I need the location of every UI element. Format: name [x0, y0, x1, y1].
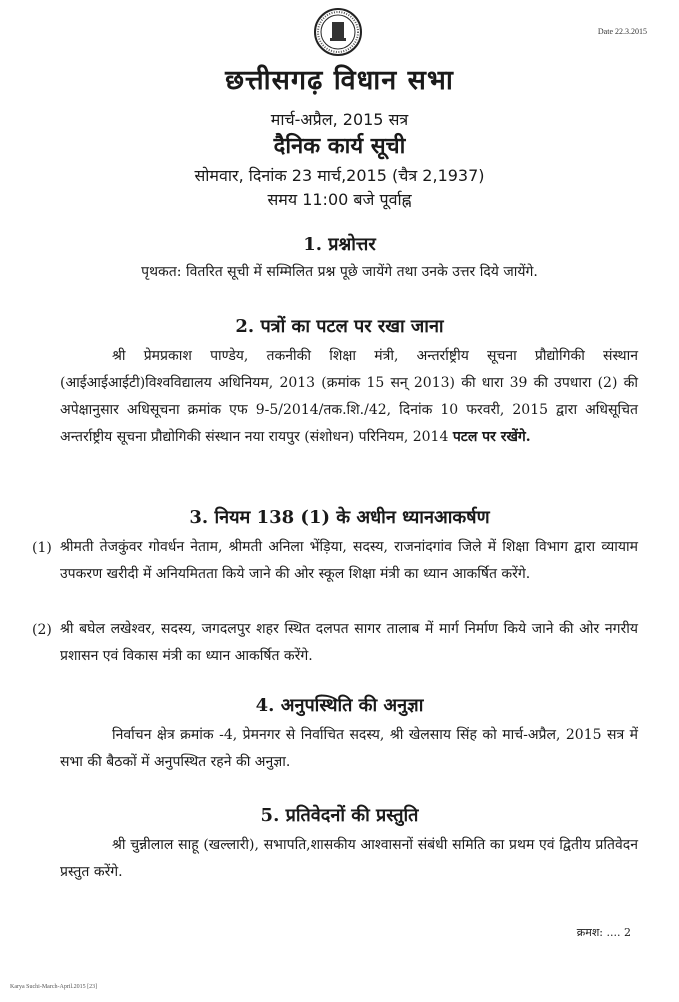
section-1-body: पृथकत: वितरित सूची में सम्मिलित प्रश्न पूछे जायेंगे तथा उनके उत्तर दिये जायेंगे. — [141, 264, 538, 280]
session-time: समय 11:00 बजे पूर्वाह्न — [267, 190, 412, 209]
item-1-text: श्रीमती तेजकुंवर गोवर्धन नेताम, श्रीमती अनिला भेंड़िया, सदस्य, राजनांदगांव जिले में शिक्षा विभाग द्वारा व्यायाम उपकरण खरीदी में अनियमितता किये जाने की ओर स्कूल शिक्षा मंत्री का ध्यान आकर्षित करेंगे. — [60, 539, 638, 582]
section-4-heading: 4. अनुपस्थिति की अनुज्ञा — [255, 695, 424, 716]
continued-marker: क्रमश: .... 2 — [576, 926, 631, 939]
session-label: मार्च-अप्रैल, 2015 सत्र — [270, 110, 409, 129]
section-2-body-end: पटल पर रखेंगे. — [452, 429, 531, 445]
file-reference: Karya Suchi-March-April.2015 [23] — [10, 984, 98, 990]
assembly-title: छत्तीसगढ़ विधान सभा — [225, 65, 454, 96]
section-4-body: निर्वाचन क्षेत्र क्रमांक -4, प्रेमनगर से निर्वाचित सदस्य, श्री खेलसाय सिंह को मार्च-अप्रैल, 2015 सत्र में सभा की बैठकों में अनुपस्थित रहने की अनुज्ञा. — [60, 727, 638, 770]
day-date: सोमवार, दिनांक 23 मार्च,2015 (चैत्र 2,1937) — [194, 166, 485, 185]
section-5-heading: 5. प्रतिवेदनों की प्रस्तुति — [260, 805, 419, 826]
document-title: दैनिक कार्य सूची — [273, 134, 406, 159]
item-2-number: (2) — [32, 622, 52, 638]
section-2-heading: 2. पत्रों का पटल पर रखा जाना — [235, 316, 444, 337]
item-1-number: (1) — [32, 540, 52, 556]
section-1-heading: 1. प्रश्नोत्तर — [303, 234, 376, 255]
section-2-body — [60, 343, 638, 451]
assembly-seal-icon — [313, 7, 363, 57]
section-5-body: श्री चुन्नीलाल साहू (खल्लारी), सभापति,शासकीय आश्वासनों संबंधी समिति का प्रथम एवं द्वितीय प्रतिवेदन प्रस्तुत करेंगे. — [60, 837, 638, 880]
document-date: Date 22.3.2015 — [597, 27, 647, 36]
item-2-text: श्री बघेल लखेश्वर, सदस्य, जगदलपुर शहर स्थित दलपत सागर तालाब में मार्ग निर्माण किये जाने की ओर नगरीय प्रशासन एवं विकास मंत्री का ध्यान आकर्षित करेंगे. — [60, 621, 638, 664]
section-2-body-text: श्री प्रेमप्रकाश पाण्डेय, तकनीकी शिक्षा मंत्री, अन्तर्राष्ट्रीय सूचना प्रौद्योगिकी संस्थान (आईआईआईटी)विश्वविद्यालय अधिनियम, 2013 (क्रमांक 15 सन् 2013) की धारा 39 की उपधारा (2) की अपेक्षानुसार अधिसूचना क्रमांक एफ 9-5/2014/तक.शि./42, दिनांक 10 फरवरी, 2015 द्वारा अधिसूचित अन्तर्राष्ट्रीय सूचना प्रौद्योगिकी संस्थान नया रायपुर (संशोधन) परिनियम, 2014 — [60, 348, 638, 445]
section-3-heading: 3. नियम 138 (1) के अधीन ध्यानआकर्षण — [189, 507, 490, 528]
